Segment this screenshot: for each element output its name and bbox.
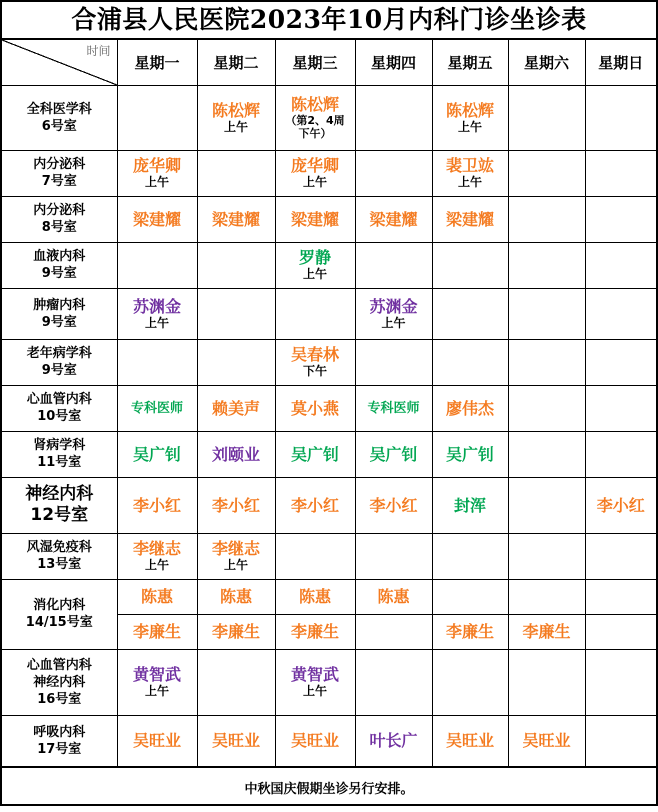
doctor-name: 吴广钊 xyxy=(369,444,418,464)
department-label: 神经内科 xyxy=(25,484,94,504)
doctor-cell xyxy=(508,614,585,649)
schedule-row xyxy=(2,715,656,766)
empty-cell xyxy=(508,431,585,477)
session-label: 上午 xyxy=(144,175,169,189)
empty-cell xyxy=(508,477,585,533)
department-label: 12号室 xyxy=(30,505,89,525)
department-label: 内分泌科 xyxy=(33,157,86,172)
doctor-cell xyxy=(275,431,355,477)
empty-cell xyxy=(508,385,585,431)
department-cell xyxy=(2,579,117,649)
doctor-name: 吴旺业 xyxy=(132,731,181,750)
doctor-name: 陈松辉 xyxy=(290,95,339,114)
doctor-name: 专科医师 xyxy=(367,400,420,416)
doctor-name: 封浑 xyxy=(453,495,486,515)
doctor-cell xyxy=(197,533,275,579)
doctor-cell xyxy=(197,85,275,150)
session-label: 上午 xyxy=(223,119,248,134)
schedule-row xyxy=(2,196,656,242)
department-cell xyxy=(2,242,117,288)
department-cell xyxy=(2,288,117,339)
session-label: 上午 xyxy=(144,684,169,698)
doctor-cell xyxy=(275,385,355,431)
session-label: 上午 xyxy=(302,175,327,189)
department-label: 10号室 xyxy=(37,409,82,424)
doctor-name: 专科医师 xyxy=(130,400,183,416)
empty-cell xyxy=(355,242,432,288)
empty-cell xyxy=(508,150,585,196)
session-label: 上午 xyxy=(144,558,169,572)
doctor-name: 李继志 xyxy=(132,539,181,558)
empty-cell xyxy=(117,242,197,288)
doctor-cell xyxy=(117,196,197,242)
doctor-cell xyxy=(117,579,197,614)
session-label: 上午 xyxy=(302,267,327,281)
department-label: 呼吸内科 xyxy=(33,724,86,740)
empty-cell xyxy=(432,649,508,715)
doctor-name: 黄智武 xyxy=(132,665,181,684)
doctor-name: 吴广钊 xyxy=(445,444,494,464)
doctor-cell xyxy=(432,85,508,150)
doctor-name: 陈惠 xyxy=(219,587,252,606)
doctor-name: 刘颐业 xyxy=(211,444,260,464)
day-header: 星期一 xyxy=(117,40,197,85)
empty-cell xyxy=(508,649,585,715)
doctor-cell xyxy=(275,579,355,614)
doctor-name: 梁建耀 xyxy=(132,209,181,229)
doctor-name: 李廉生 xyxy=(211,622,260,641)
department-label: 神经内科 xyxy=(33,674,86,690)
doctor-cell xyxy=(432,196,508,242)
doctor-name: 吴旺业 xyxy=(522,731,571,750)
doctor-name: 廖伟杰 xyxy=(445,398,494,418)
empty-cell xyxy=(585,431,656,477)
doctor-name: 黄智武 xyxy=(290,665,339,684)
empty-cell xyxy=(508,242,585,288)
doctor-cell xyxy=(275,477,355,533)
doctor-cell xyxy=(355,288,432,339)
doctor-cell xyxy=(117,533,197,579)
doctor-name: 陈惠 xyxy=(377,587,410,606)
empty-cell xyxy=(197,288,275,339)
department-label: 心血管内科 xyxy=(26,657,92,673)
empty-cell xyxy=(585,339,656,385)
doctor-cell xyxy=(508,715,585,766)
session-label: 上午 xyxy=(144,315,169,330)
doctor-cell xyxy=(117,477,197,533)
empty-cell xyxy=(508,533,585,579)
department-cell xyxy=(2,715,117,766)
doctor-cell xyxy=(432,614,508,649)
doctor-name: 庞华卿 xyxy=(132,156,181,175)
schedule-row xyxy=(2,579,656,614)
doctor-cell xyxy=(355,431,432,477)
empty-cell xyxy=(432,288,508,339)
empty-cell xyxy=(117,339,197,385)
department-label: 9号室 xyxy=(41,314,77,330)
time-label: 时间 xyxy=(86,44,111,58)
department-cell xyxy=(2,196,117,242)
schedule-row xyxy=(2,150,656,196)
day-header: 星期日 xyxy=(585,40,656,85)
doctor-name: 李小红 xyxy=(211,495,260,515)
doctor-cell xyxy=(355,385,432,431)
department-label: 14/15号室 xyxy=(25,615,93,630)
schedule-row xyxy=(2,339,656,385)
department-label: 血液内科 xyxy=(33,249,86,264)
doctor-name: 李廉生 xyxy=(132,622,181,641)
empty-cell xyxy=(585,85,656,150)
empty-cell xyxy=(355,85,432,150)
department-label: 16号室 xyxy=(37,691,82,707)
empty-cell xyxy=(585,533,656,579)
empty-cell xyxy=(585,579,656,614)
doctor-cell xyxy=(117,288,197,339)
doctor-name: 梁建耀 xyxy=(369,209,418,229)
doctor-name: 吴春林 xyxy=(290,345,339,364)
doctor-cell xyxy=(197,579,275,614)
doctor-cell xyxy=(117,150,197,196)
doctor-name: 陈惠 xyxy=(140,587,173,606)
doctor-cell xyxy=(117,385,197,431)
schedule-row xyxy=(2,85,656,150)
empty-cell xyxy=(585,196,656,242)
department-label: 8号室 xyxy=(41,220,77,235)
doctor-name: 吴旺业 xyxy=(211,731,260,750)
empty-cell xyxy=(197,150,275,196)
doctor-name: 李廉生 xyxy=(522,622,571,641)
doctor-name: 李继志 xyxy=(211,539,260,558)
doctor-cell xyxy=(275,196,355,242)
empty-cell xyxy=(275,288,355,339)
doctor-name: 梁建耀 xyxy=(445,209,494,229)
empty-cell xyxy=(585,614,656,649)
empty-cell xyxy=(508,85,585,150)
day-header: 星期二 xyxy=(197,40,275,85)
doctor-name: 陈松辉 xyxy=(445,100,494,120)
time-corner-cell xyxy=(2,40,117,85)
doctor-cell xyxy=(355,477,432,533)
empty-cell xyxy=(585,288,656,339)
empty-cell xyxy=(432,579,508,614)
empty-cell xyxy=(508,579,585,614)
session-note: （第2、4周 xyxy=(285,114,345,127)
doctor-cell xyxy=(275,339,355,385)
department-label: 9号室 xyxy=(41,363,77,378)
empty-cell xyxy=(432,533,508,579)
doctor-name: 苏渊金 xyxy=(132,296,181,316)
empty-cell xyxy=(355,150,432,196)
department-label: 17号室 xyxy=(37,741,82,757)
empty-cell xyxy=(355,533,432,579)
page-title: 合浦县人民医院2023年10月内科门诊坐诊表 xyxy=(2,2,656,40)
doctor-cell xyxy=(117,715,197,766)
doctor-name: 李小红 xyxy=(290,495,339,515)
doctor-name: 李小红 xyxy=(369,495,418,515)
empty-cell xyxy=(355,339,432,385)
day-header: 星期五 xyxy=(432,40,508,85)
department-label: 肾病学科 xyxy=(33,438,86,453)
schedule-row xyxy=(2,385,656,431)
doctor-cell xyxy=(275,242,355,288)
doctor-cell xyxy=(432,150,508,196)
schedule-row xyxy=(2,533,656,579)
header-row xyxy=(2,40,656,85)
department-cell xyxy=(2,431,117,477)
doctor-name: 叶长广 xyxy=(369,731,418,750)
doctor-name: 吴旺业 xyxy=(290,731,339,750)
department-label: 全科医学科 xyxy=(26,101,92,117)
schedule-row xyxy=(2,649,656,715)
doctor-name: 李小红 xyxy=(596,495,645,515)
empty-cell xyxy=(197,649,275,715)
doctor-name: 裴卫竑 xyxy=(445,156,494,175)
department-cell xyxy=(2,339,117,385)
doctor-cell xyxy=(355,715,432,766)
session-note: 下午） xyxy=(298,127,332,140)
schedule-row xyxy=(2,431,656,477)
doctor-cell xyxy=(432,385,508,431)
doctor-cell xyxy=(197,477,275,533)
department-label: 老年病学科 xyxy=(26,346,92,361)
schedule-row xyxy=(2,288,656,339)
doctor-name: 莫小燕 xyxy=(290,398,339,418)
empty-cell xyxy=(197,242,275,288)
department-cell xyxy=(2,649,117,715)
doctor-name: 李小红 xyxy=(132,495,181,515)
empty-cell xyxy=(432,242,508,288)
doctor-name: 苏渊金 xyxy=(369,296,418,316)
footer-note: 中秋国庆假期坐诊另行安排。 xyxy=(2,767,656,812)
doctor-cell xyxy=(117,431,197,477)
doctor-name: 李廉生 xyxy=(445,622,494,641)
doctor-cell xyxy=(275,649,355,715)
department-cell xyxy=(2,533,117,579)
doctor-name: 梁建耀 xyxy=(290,209,339,229)
doctor-name: 吴广钊 xyxy=(132,444,181,464)
department-label: 消化内科 xyxy=(33,598,86,613)
doctor-name: 李廉生 xyxy=(290,622,339,641)
doctor-cell xyxy=(197,385,275,431)
doctor-name: 陈惠 xyxy=(298,587,331,606)
empty-cell xyxy=(508,196,585,242)
session-label: 上午 xyxy=(381,315,406,330)
department-label: 11号室 xyxy=(37,455,82,470)
doctor-cell xyxy=(117,649,197,715)
department-label: 13号室 xyxy=(37,557,82,572)
session-label: 上午 xyxy=(223,558,248,572)
empty-cell xyxy=(508,339,585,385)
empty-cell xyxy=(432,339,508,385)
doctor-cell xyxy=(275,150,355,196)
schedule-row xyxy=(2,242,656,288)
doctor-cell xyxy=(197,715,275,766)
doctor-cell xyxy=(275,614,355,649)
doctor-cell xyxy=(432,477,508,533)
doctor-name: 吴旺业 xyxy=(445,731,494,750)
department-cell xyxy=(2,85,117,150)
day-header: 星期三 xyxy=(275,40,355,85)
empty-cell xyxy=(585,150,656,196)
doctor-cell xyxy=(275,715,355,766)
day-header: 星期六 xyxy=(508,40,585,85)
doctor-name: 梁建耀 xyxy=(211,209,260,229)
schedule-table xyxy=(2,40,656,767)
empty-cell xyxy=(585,242,656,288)
empty-cell xyxy=(585,385,656,431)
doctor-name: 陈松辉 xyxy=(211,100,260,120)
department-label: 肿瘤内科 xyxy=(33,297,86,313)
department-label: 内分泌科 xyxy=(33,203,86,218)
department-cell xyxy=(2,385,117,431)
doctor-cell xyxy=(197,196,275,242)
empty-cell xyxy=(508,288,585,339)
session-label: 上午 xyxy=(457,175,482,189)
empty-cell xyxy=(585,715,656,766)
department-label: 6号室 xyxy=(41,118,77,134)
doctor-cell xyxy=(355,196,432,242)
doctor-name: 吴广钊 xyxy=(290,444,339,464)
doctor-name: 庞华卿 xyxy=(290,156,339,175)
doctor-name: 赖美声 xyxy=(211,398,260,418)
doctor-cell xyxy=(197,614,275,649)
doctor-cell xyxy=(432,715,508,766)
department-cell xyxy=(2,150,117,196)
session-label: 上午 xyxy=(302,684,327,698)
empty-cell xyxy=(117,85,197,150)
department-cell xyxy=(2,477,117,533)
doctor-cell xyxy=(117,614,197,649)
department-label: 风湿免疫科 xyxy=(26,540,92,555)
doctor-name: 罗静 xyxy=(298,248,331,267)
doctor-cell xyxy=(197,431,275,477)
empty-cell xyxy=(197,339,275,385)
empty-cell xyxy=(355,614,432,649)
doctor-cell xyxy=(355,579,432,614)
day-header: 星期四 xyxy=(355,40,432,85)
doctor-cell xyxy=(275,85,355,150)
empty-cell xyxy=(275,533,355,579)
empty-cell xyxy=(585,649,656,715)
schedule-row xyxy=(2,477,656,533)
department-label: 9号室 xyxy=(41,266,77,281)
session-label: 下午 xyxy=(302,364,327,378)
department-label: 心血管内科 xyxy=(26,392,92,407)
doctor-cell xyxy=(432,431,508,477)
empty-cell xyxy=(355,649,432,715)
session-label: 上午 xyxy=(457,119,482,134)
department-label: 7号室 xyxy=(41,174,77,189)
doctor-cell xyxy=(585,477,656,533)
